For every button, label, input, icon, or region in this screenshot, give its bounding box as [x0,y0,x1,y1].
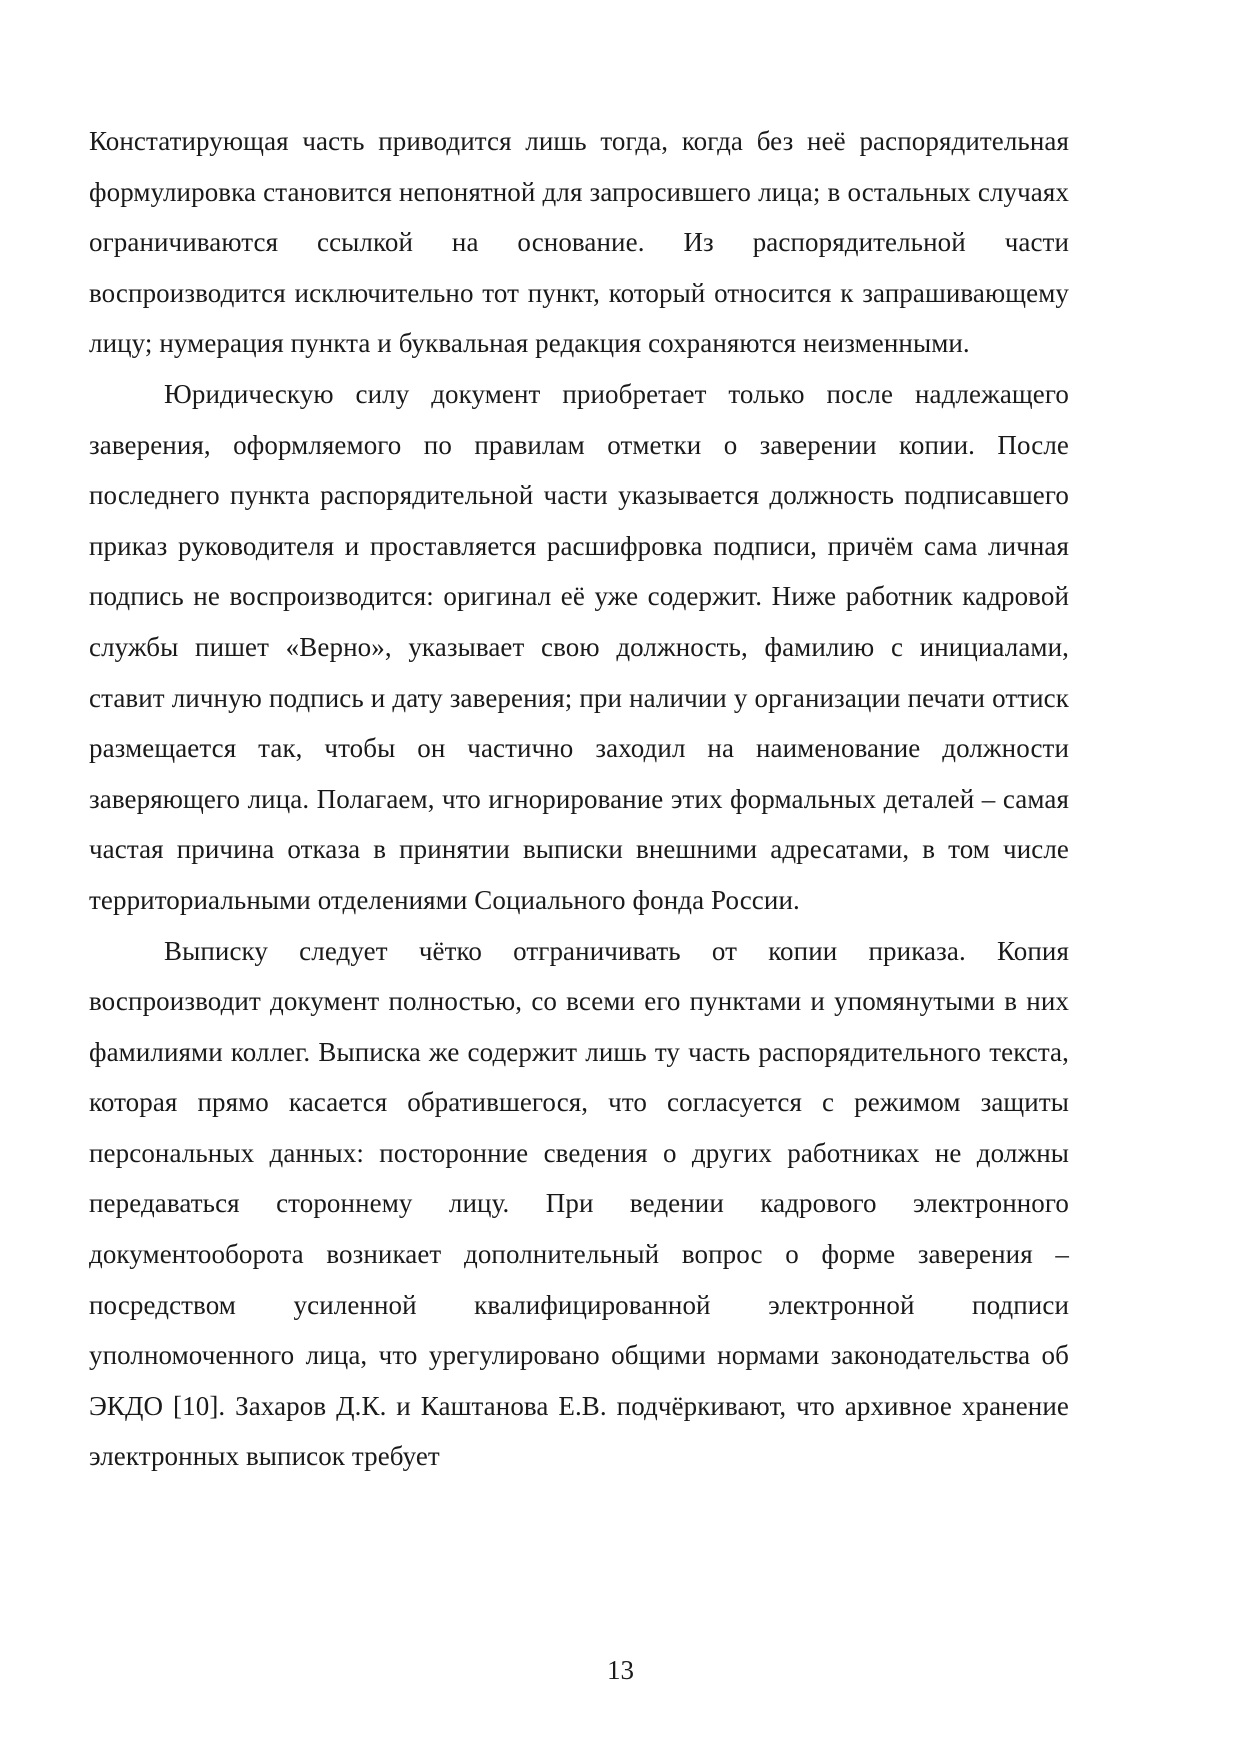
paragraph-legal-force: Юридическую силу документ приобретает только после надлежащего заверения, оформляемого по правилам отметки о заверении копии. После последнего пункта распорядительной части указывается должность подписавшего приказ руководителя и проставляется расшифровка подписи, причём сама личная подпись не воспроизводится: оригинал её уже содержит. Ниже работник кадровой службы пишет «Верно», указывает свою должность, фамилию с инициалами, ставит личную подпись и дату заверения; при наличии у организации печати оттиск размещается так, чтобы он частично заходил на наименование должности заверяющего лица. Полагаем, что игнорирование этих формальных деталей – самая частая причина отказа в принятии выписки внешними адресатами, в том числе территориальными отделениями Социального фонда России. [89,378,1069,915]
paragraph-extract-vs-copy: Выписку следует чётко отграничивать от копии приказа. Копия воспроизводит документ полностью, со всеми его пунктами и упомянутыми в них фамилиями коллег. Выписка же содержит лишь ту часть распорядительного текста, которая прямо касается обратившегося, что согласуется с режимом защиты персональных данных: посторонние сведения о других работниках не должны передаваться стороннему лицу. При ведении кадрового электронного документооборота возникает дополнительный вопрос о форме заверения – посредством усиленной квалифицированной электронной подписи уполномоченного лица, что урегулировано общими нормами законодательства об ЭКДО [10]. Захаров Д.К. и Каштанова Е.В. подчёркивают, что архивное хранение электронных выписок требует [89,935,1069,1472]
paragraph-continuation: Констатирующая часть приводится лишь тогда, когда без неё распорядительная формулировка становится непонятной для запросившего лица; в остальных случаях ограничиваются ссылкой на основание. Из распорядительной части воспроизводится исключительно тот пункт, который относится к запрашивающему лицу; нумерация пункта и буквальная редакция сохраняются неизменными. [89,126,1069,359]
body-text [89,116,1069,1482]
page-number: 13 [607,1655,634,1685]
